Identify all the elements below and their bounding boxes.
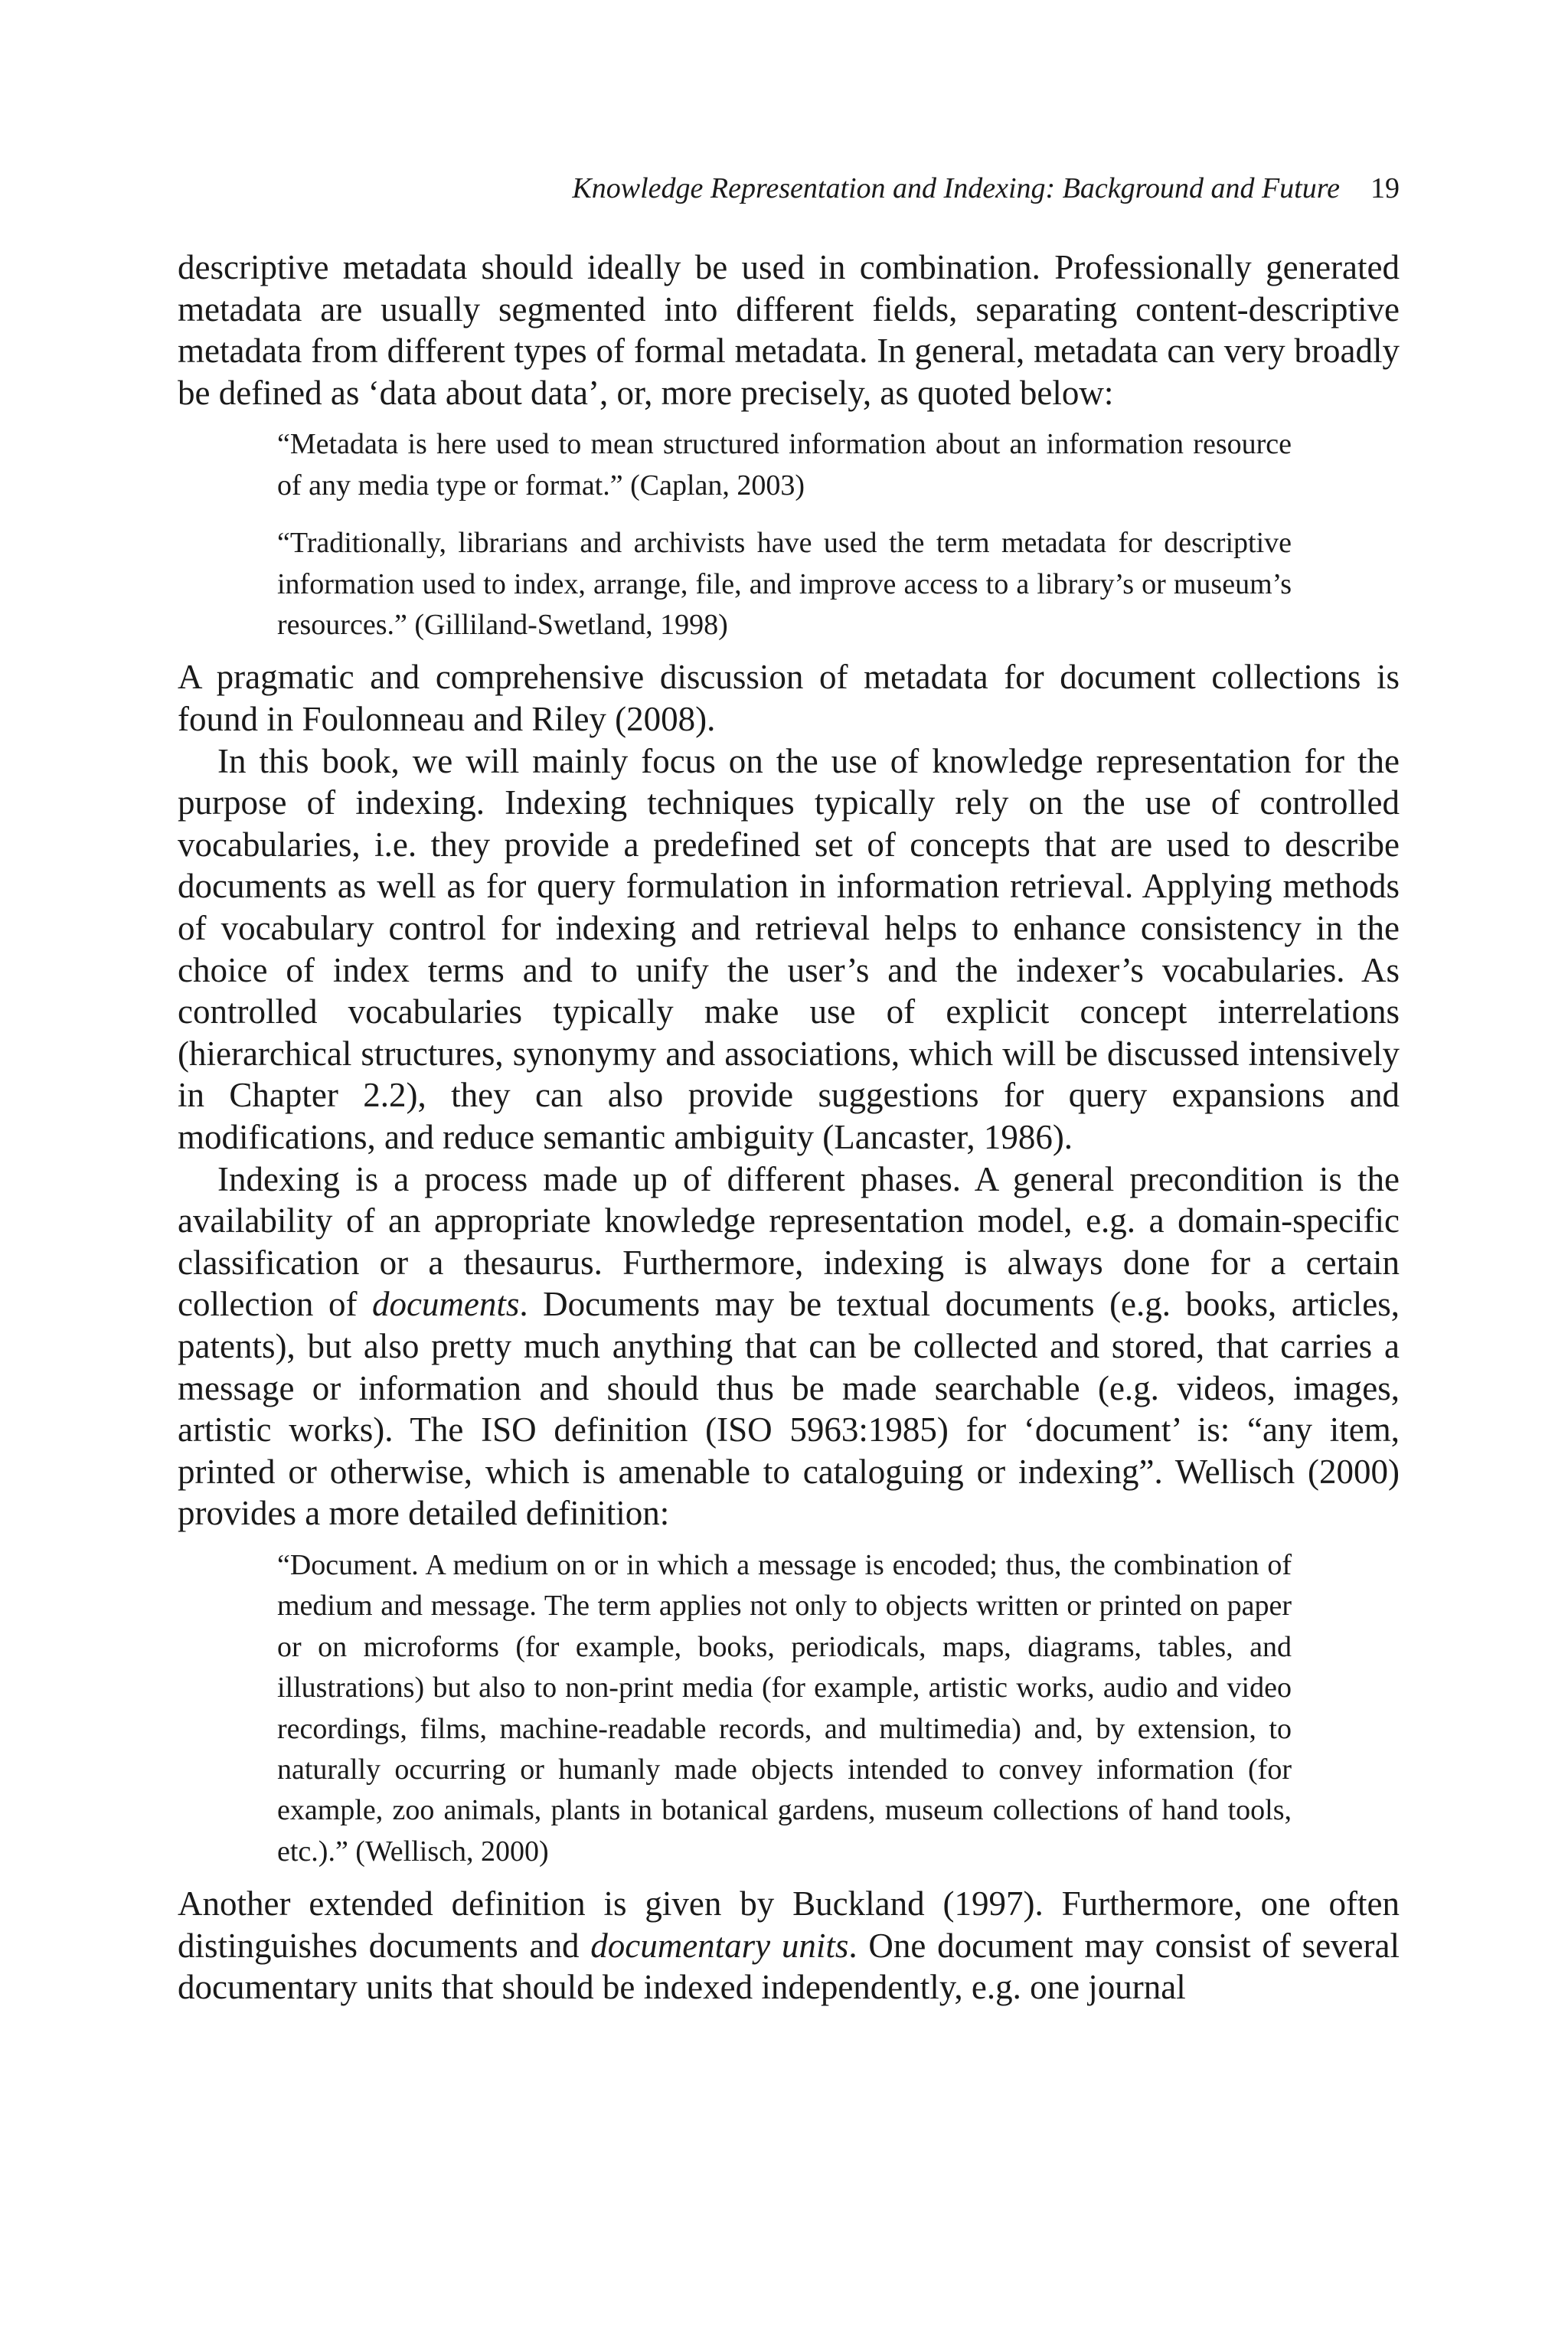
- paragraph-documentary-units: Another extended definition is given by Buckland (1997). Furthermore, one often distinguishes documents and documentary units. One document may consist of several documentary units that should be indexed independently, e.g. one journal: [178, 1884, 1400, 2007]
- emphasis-documentary-units: documentary units: [590, 1926, 849, 1965]
- quote-wellisch: “Document. A medium on or in which a message is encoded; thus, the combination of medium and message. The term applies not only to objects written or printed on paper or on microforms (for example, books, periodicals, maps, diagrams, tables, and illustrations) but also to non-print media (for example, artistic works, audio and video recordings, films, machine-readable records, and multimedia) and, by extension, to naturally occurring or humanly made objects intended to convey information (for example, zoo animals, plants in botanical gardens, museum collections of hand tools, etc.).” (Wellisch, 2000): [277, 1548, 1292, 1868]
- body-text: [178, 247, 1400, 2008]
- quote-caplan: “Metadata is here used to mean structured information about an information resource of any media type or format.” (Caplan, 2003): [277, 428, 1292, 502]
- running-head: [178, 170, 1400, 207]
- quote-gilliland-swetland: “Traditionally, librarians and archivists have used the term metadata for descriptive information used to index, arrange, file, and improve access to a library’s or museum’s resources.” (Gilliland-Swetland, 1998): [277, 527, 1292, 641]
- paragraph-metadata-intro: descriptive metadata should ideally be used in combination. Professionally generated metadata are usually segmented into different fields, separating content-descriptive metadata from different types of formal metadata. In general, metadata can very broadly be defined as ‘data about data’, or, more precisely, as quoted below:: [178, 248, 1400, 412]
- emphasis-documents: documents: [371, 1285, 520, 1324]
- running-title: Knowledge Representation and Indexing: Background and Future: [572, 172, 1340, 204]
- page-number: 19: [1370, 172, 1400, 204]
- paragraph-indexing-focus: In this book, we will mainly focus on the use of knowledge representation for the purpose of indexing. Indexing techniques typically rely on the use of controlled vocabularies, i.e. they provide a predefined set of concepts that are used to describe documents as well as for query formulation in information retrieval. Applying methods of vocabulary control for indexing and retrieval helps to enhance consistency in the choice of index terms and to unify the user’s and the indexer’s vocabularies. As controlled vocabularies typically make use of explicit concept interrelations (hierarchical structures, synonymy and associations, which will be discussed intensively in Chapter 2.2), they can also provide suggestions for query expansions and modifications, and reduce semantic ambiguity (Lancaster, 1986).: [178, 741, 1400, 1156]
- paragraph-metadata-discussion: A pragmatic and comprehensive discussion of metadata for document collections is found in Foulonneau and Riley (2008).: [178, 658, 1400, 738]
- paragraph-indexing-process: Indexing is a process made up of different phases. A general precondition is the availability of an appropriate knowledge representation model, e.g. a domain-specific classification or a thesaurus. Furthermore, indexing is always done for a certain collection of documents. Documents may be textual documents (e.g. books, articles, patents), but also pretty much anything that can be collected and stored, that carries a message or information and should thus be made searchable (e.g. videos, images, artistic works). The ISO definition (ISO 5963:1985) for ‘document’ is: “any item, printed or otherwise, which is amenable to cataloguing or indexing”. Wellisch (2000) provides a more detailed definition:: [178, 1159, 1400, 1533]
